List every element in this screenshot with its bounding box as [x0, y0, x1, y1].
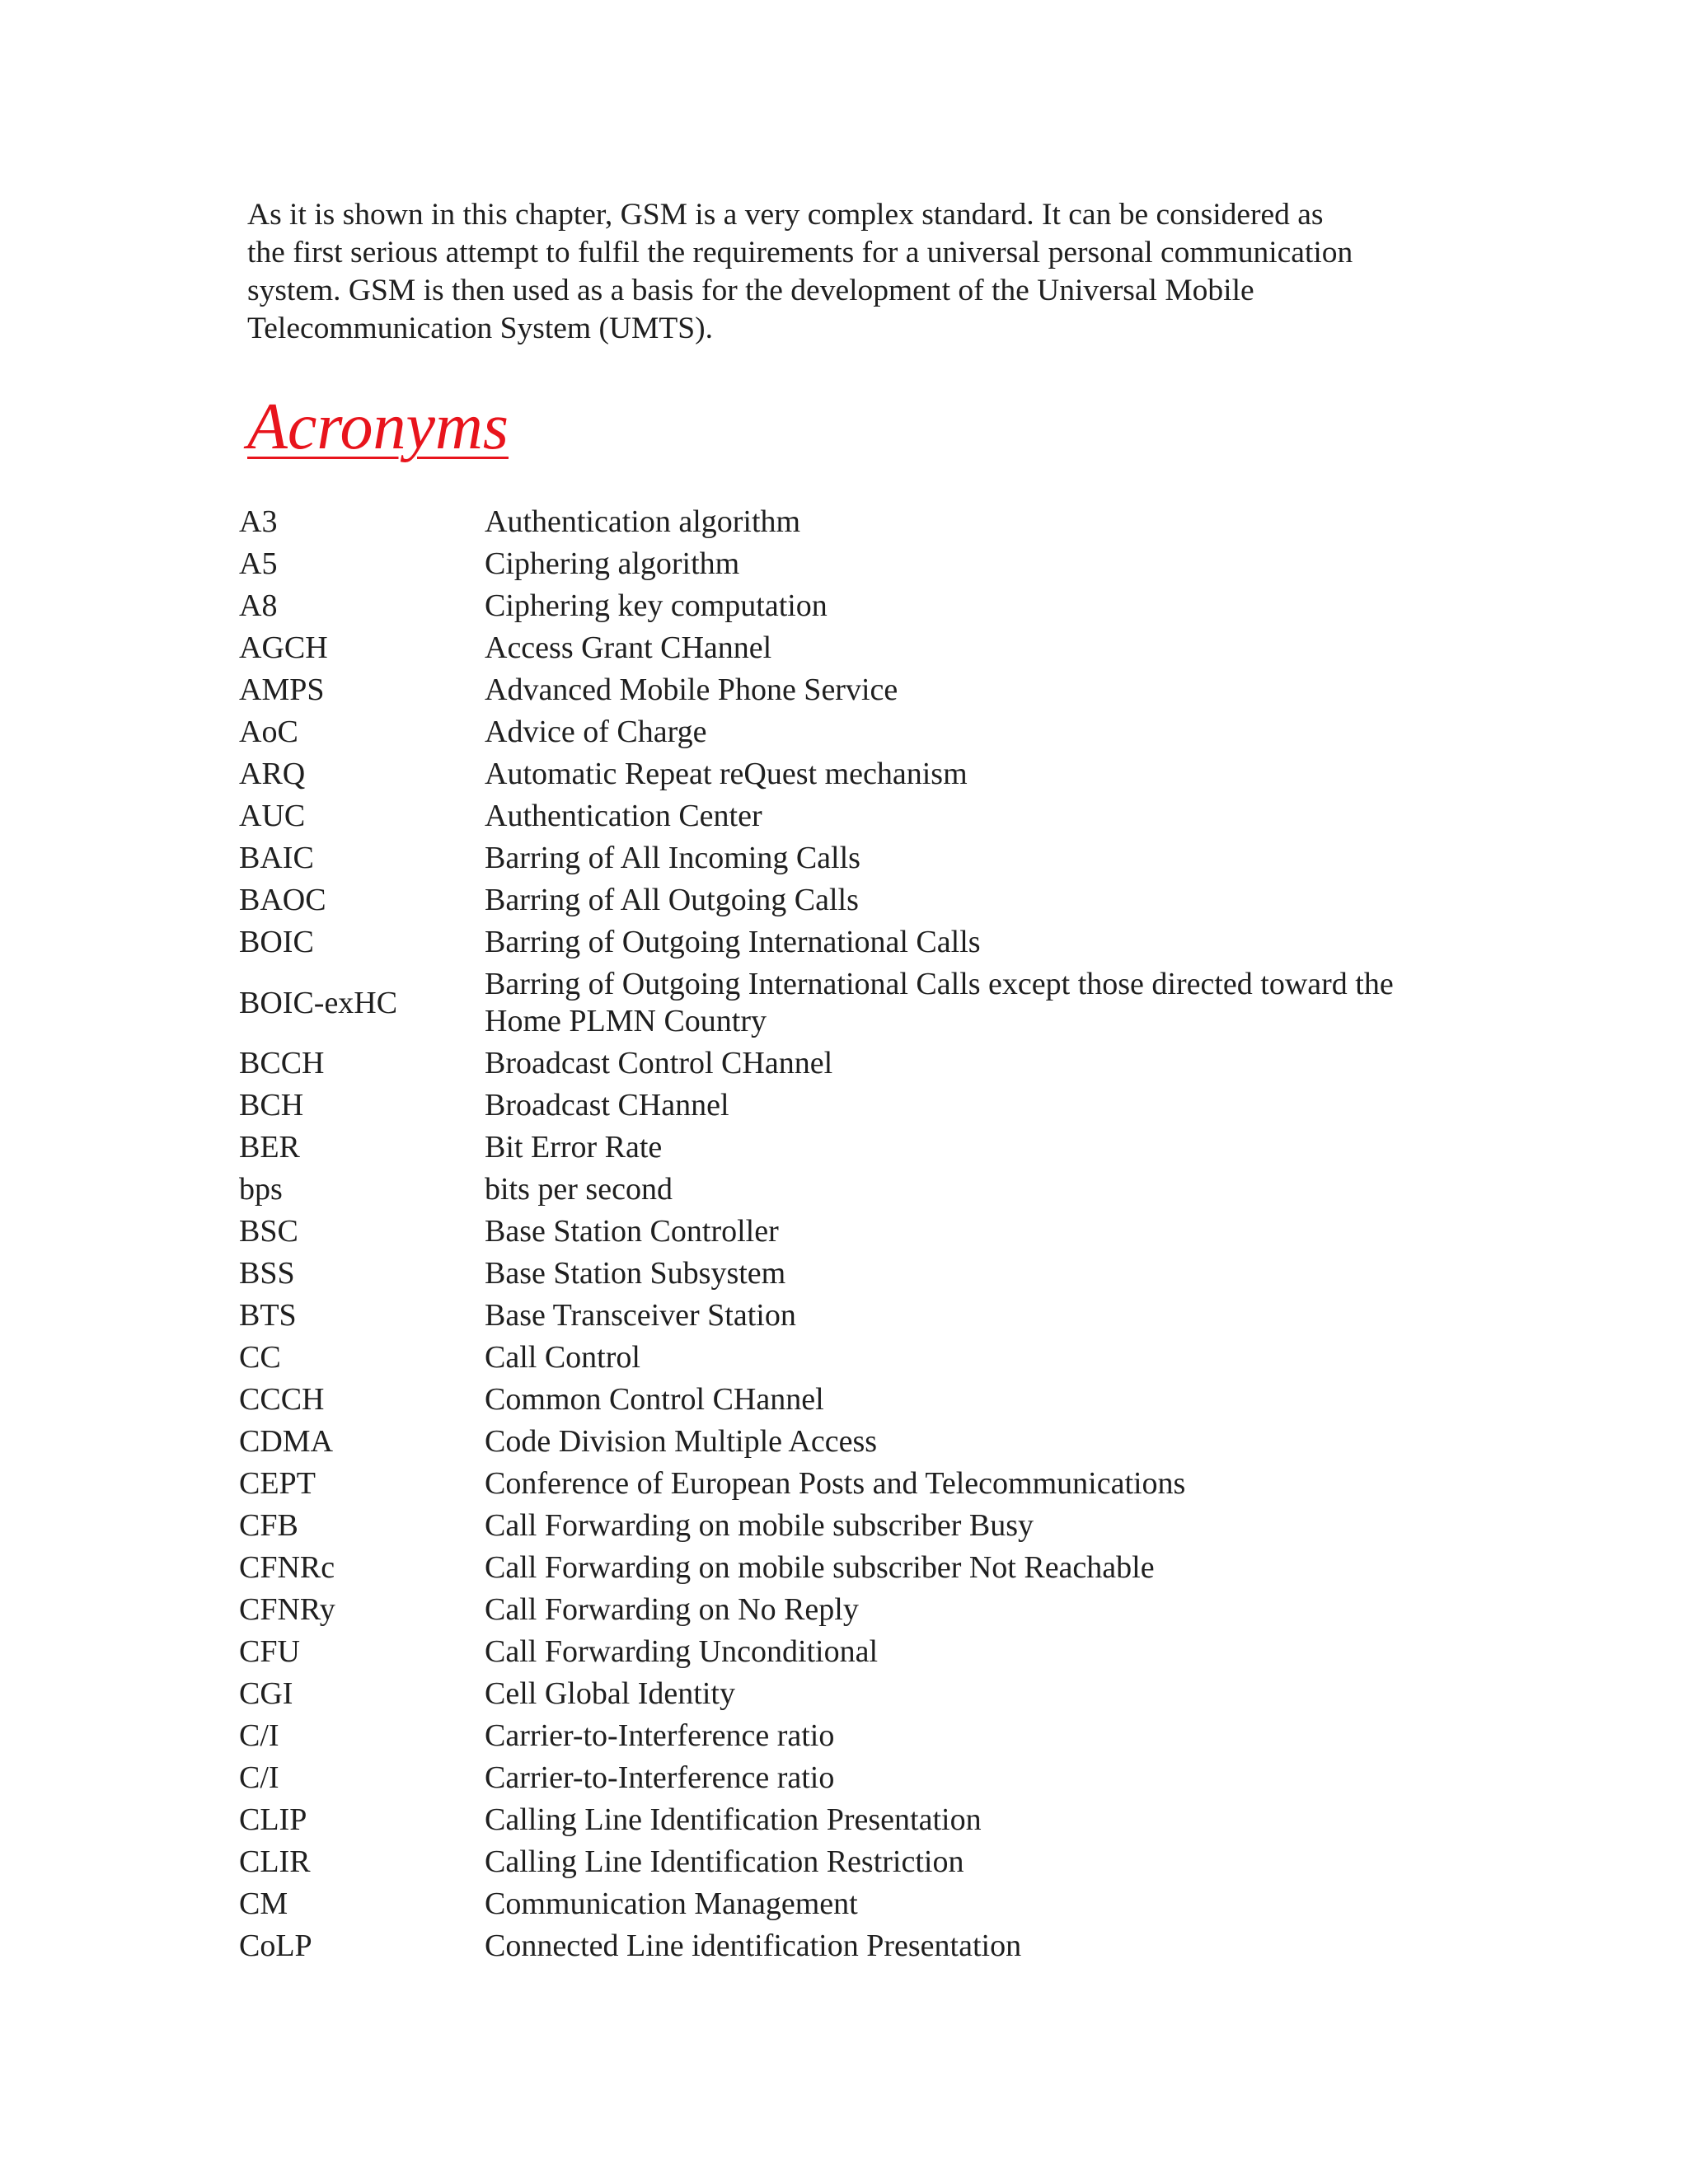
acronym-abbreviation: CDMA: [239, 1424, 334, 1459]
acronym-definition: Carrier-to-Interference ratio: [485, 1760, 835, 1795]
acronym-abbreviation: CFU: [239, 1634, 300, 1669]
acronym-definition: Advanced Mobile Phone Service: [485, 673, 898, 707]
acronym-abbreviation: CFNRy: [239, 1592, 335, 1627]
acronym-definition: Authentication Center: [485, 799, 762, 833]
acronym-row: [239, 669, 1459, 711]
acronym-row: [239, 1295, 1459, 1337]
acronym-definition: Connected Line identification Presentation: [485, 1929, 1022, 1963]
acronym-abbreviation: bps: [239, 1172, 283, 1207]
acronym-abbreviation: CLIR: [239, 1844, 311, 1879]
acronym-definition: Access Grant CHannel: [485, 630, 772, 665]
acronym-definition: Broadcast CHannel: [485, 1088, 729, 1122]
acronym-row: [239, 1127, 1459, 1169]
acronym-abbreviation: CLIP: [239, 1802, 307, 1837]
acronym-row: [239, 795, 1459, 837]
acronym-definition: Code Division Multiple Access: [485, 1424, 878, 1459]
acronym-row: [239, 1421, 1459, 1463]
acronym-row: [239, 1883, 1459, 1925]
acronym-abbreviation: CFB: [239, 1508, 298, 1543]
acronym-row: [239, 1925, 1459, 1967]
acronym-definition: Cell Global Identity: [485, 1676, 735, 1711]
intro-paragraph: As it is shown in this chapter, GSM is a very complex standard. It can be considered as the first serious attempt to fulfil the requirements for a universal personal communication system. GSM is then used as a basis for the development of the Universal Mobile Telecommunication System (UMTS).: [247, 198, 1353, 345]
acronym-row: [239, 837, 1459, 879]
acronym-abbreviation: CFNRc: [239, 1550, 335, 1585]
acronym-row: [239, 1253, 1459, 1295]
acronym-row: [239, 1631, 1459, 1673]
acronym-abbreviation: BCCH: [239, 1046, 325, 1080]
acronym-definition: Common Control CHannel: [485, 1382, 824, 1417]
acronym-abbreviation: BOIC-exHC: [239, 985, 398, 1020]
acronym-row: [239, 1379, 1459, 1421]
acronym-row: [239, 1169, 1459, 1211]
acronym-definition: Calling Line Identification Presentation: [485, 1802, 982, 1837]
acronym-abbreviation: CoLP: [239, 1929, 312, 1963]
acronym-definition: Base Station Controller: [485, 1214, 779, 1249]
acronym-definition: Calling Line Identification Restriction: [485, 1844, 964, 1879]
acronym-definition: Call Forwarding on No Reply: [485, 1592, 859, 1627]
acronym-abbreviation: BTS: [239, 1298, 297, 1333]
acronym-row: [239, 1589, 1459, 1631]
acronym-abbreviation: BSC: [239, 1214, 298, 1249]
acronym-row: [239, 1673, 1459, 1715]
acronym-definition: Barring of Outgoing International Calls: [485, 925, 981, 959]
acronym-row: [239, 543, 1459, 585]
acronym-definition: Communication Management: [485, 1886, 858, 1921]
acronym-row: [239, 1799, 1459, 1841]
acronym-row: [239, 585, 1459, 627]
acronym-abbreviation: CGI: [239, 1676, 293, 1711]
acronym-table-body: [239, 501, 1459, 1967]
acronym-abbreviation: C/I: [239, 1718, 279, 1753]
acronym-definition: Authentication algorithm: [485, 504, 801, 539]
acronym-definition: Base Transceiver Station: [485, 1298, 796, 1333]
acronym-abbreviation: CCCH: [239, 1382, 325, 1417]
acronym-abbreviation: BAOC: [239, 883, 326, 917]
acronym-definition: bits per second: [485, 1172, 673, 1207]
acronym-row: [239, 921, 1459, 963]
acronym-abbreviation: C/I: [239, 1760, 279, 1795]
acronym-row: [239, 879, 1459, 921]
acronym-definition: Barring of All Incoming Calls: [485, 841, 860, 875]
acronym-abbreviation: A3: [239, 504, 278, 539]
acronym-abbreviation: BCH: [239, 1088, 304, 1122]
acronym-definition: Call Forwarding on mobile subscriber Not Reachable: [485, 1550, 1155, 1585]
acronym-definition: Automatic Repeat reQuest mechanism: [485, 757, 968, 791]
acronym-row: [239, 1463, 1459, 1505]
acronym-row: [239, 1547, 1459, 1589]
acronym-definition: Ciphering algorithm: [485, 546, 740, 581]
acronym-definition: Carrier-to-Interference ratio: [485, 1718, 835, 1753]
acronym-abbreviation: CC: [239, 1340, 281, 1375]
acronym-definition: Conference of European Posts and Telecommunications: [485, 1466, 1186, 1501]
acronym-row: [239, 1043, 1459, 1085]
acronym-row: [239, 963, 1459, 1043]
acronym-row: [239, 1757, 1459, 1799]
acronym-abbreviation: CM: [239, 1886, 288, 1921]
acronym-row: [239, 1337, 1459, 1379]
acronym-definition: Broadcast Control CHannel: [485, 1046, 833, 1080]
acronym-abbreviation: BAIC: [239, 841, 314, 875]
acronym-definition: Advice of Charge: [485, 715, 707, 749]
acronym-abbreviation: AGCH: [239, 630, 328, 665]
acronym-row: [239, 711, 1459, 753]
acronym-definition: Barring of All Outgoing Calls: [485, 883, 859, 917]
acronym-abbreviation: BER: [239, 1130, 300, 1165]
acronym-definition: Base Station Subsystem: [485, 1256, 786, 1291]
acronym-abbreviation: AMPS: [239, 673, 325, 707]
acronym-abbreviation: AoC: [239, 715, 298, 749]
acronym-table: [239, 501, 1459, 1967]
acronym-abbreviation: BOIC: [239, 925, 314, 959]
acronym-abbreviation: BSS: [239, 1256, 295, 1291]
acronym-definition: Call Control: [485, 1340, 640, 1375]
acronym-definition: Bit Error Rate: [485, 1130, 663, 1165]
acronym-row: [239, 1085, 1459, 1127]
acronym-abbreviation: A5: [239, 546, 278, 581]
acronyms-heading: Acronyms: [247, 391, 509, 463]
acronym-row: [239, 1715, 1459, 1757]
acronym-definition: Call Forwarding on mobile subscriber Busy: [485, 1508, 1034, 1543]
acronym-row: [239, 753, 1459, 795]
acronym-abbreviation: AUC: [239, 799, 306, 833]
acronym-definition: Call Forwarding Unconditional: [485, 1634, 879, 1669]
acronym-row: [239, 1841, 1459, 1883]
acronym-abbreviation: CEPT: [239, 1466, 316, 1501]
acronym-definition: Ciphering key computation: [485, 588, 828, 623]
acronym-abbreviation: ARQ: [239, 757, 306, 791]
acronym-definition: Barring of Outgoing International Calls except those directed toward the Home PLMN Country: [485, 967, 1394, 1038]
acronym-abbreviation: A8: [239, 588, 278, 623]
acronym-row: [239, 1211, 1459, 1253]
acronym-row: [239, 501, 1459, 543]
acronym-row: [239, 1505, 1459, 1547]
acronym-row: [239, 627, 1459, 669]
